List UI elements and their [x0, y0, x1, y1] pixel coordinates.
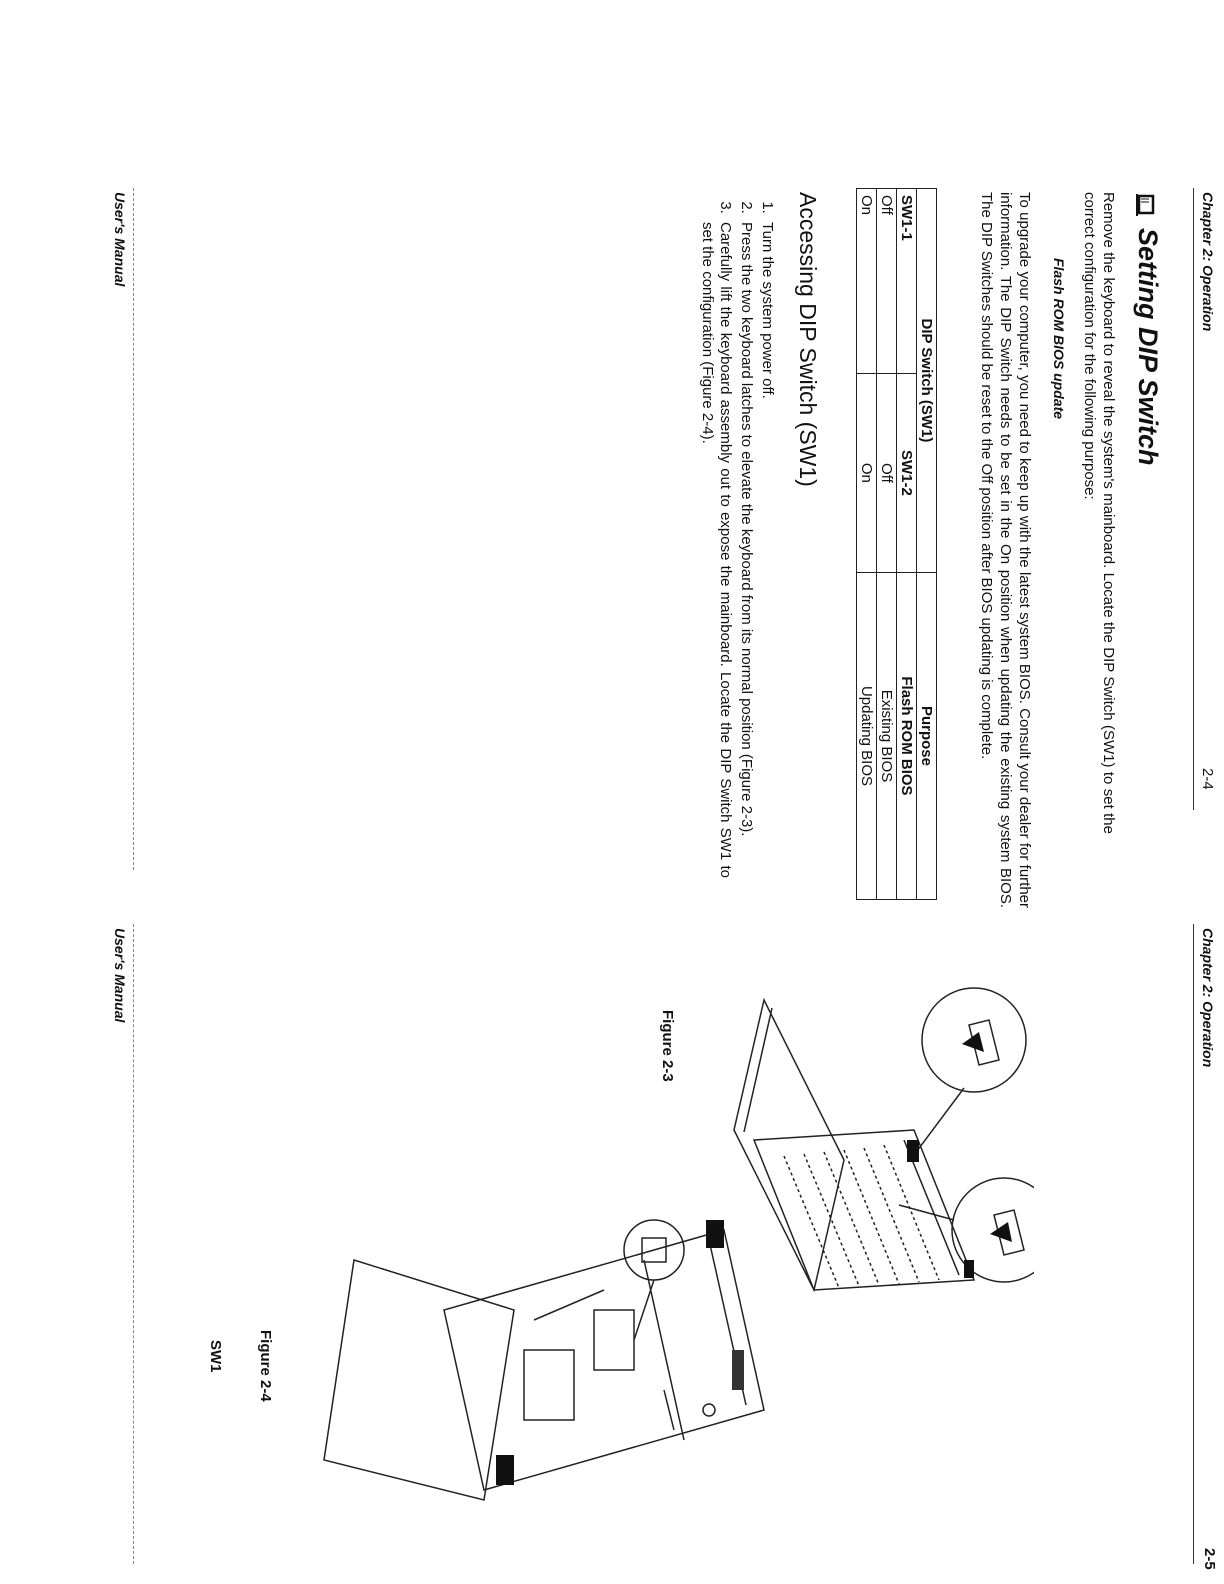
table-cell: On — [857, 373, 877, 572]
right-header-rule — [1193, 924, 1194, 1564]
table-cell: Existing BIOS — [877, 572, 897, 899]
subheading-flash-rom: Flash ROM BIOS update — [1051, 258, 1067, 420]
section-title-accessing-dip: Accessing DIP Switch (SW1) — [795, 192, 821, 487]
checkbox-icon — [1134, 193, 1156, 219]
table-row — [857, 189, 877, 900]
list-item: 1. Turn the system power off. — [758, 218, 776, 878]
table-row — [877, 189, 897, 900]
table-cell: On — [857, 189, 877, 374]
intro-paragraph: Remove the keyboard to reveal the system's mainboard. Locate the DIP Switch (SW1) to set the correct configuration for the following purpose: — [1081, 192, 1117, 834]
section-title-setting-dip-switch: Setting DIP Switch — [1133, 228, 1163, 466]
table-header-row-2 — [897, 189, 917, 900]
list-item: 2. Press the two keyboard latches to elevate the keyboard from its normal position (Figure 2-3). — [737, 218, 755, 878]
table-header-row-1 — [917, 189, 937, 900]
table-purpose-header: Purpose — [917, 572, 937, 899]
list-item: 3. Carefully lift the keyboard assembly out to expose the mainboard. Locate the DIP Switch SW1 to set the configuration (Figure 2-4). — [698, 218, 734, 878]
steps-list — [695, 192, 776, 878]
right-page-footer: User's Manual — [112, 928, 128, 1023]
table-group-header: DIP Switch (SW1) — [917, 189, 937, 573]
table-cell: Off — [877, 189, 897, 374]
right-page-header: Chapter 2: Operation — [1200, 928, 1216, 1068]
figure-2-3-caption: Figure 2-3 — [659, 1010, 676, 1082]
sw1-label: SW1 — [207, 1340, 224, 1373]
left-page-number: 2-4 — [1199, 768, 1216, 790]
table-col-header: SW1-2 — [897, 373, 917, 572]
right-page-number: 2-5 — [1201, 1548, 1218, 1570]
right-footer-rule — [133, 924, 134, 1564]
table-col-header: SW1-1 — [897, 189, 917, 374]
table-cell: Updating BIOS — [857, 572, 877, 899]
table-col-header: Flash ROM BIOS — [897, 572, 917, 899]
flash-rom-paragraph: To upgrade your computer, you need to keep up with the latest system BIOS. Consult your dealer for further information. The DIP Switch needs to be set in the On position when updating the existing system BIOS. The DIP Switches should be reset to the Off position after BIOS updating is complete. — [978, 192, 1033, 908]
left-footer-rule — [133, 188, 134, 870]
left-page-footer: User's Manual — [112, 192, 128, 287]
figure-2-4-caption: Figure 2-4 — [257, 1330, 274, 1402]
table-cell: Off — [877, 373, 897, 572]
dip-switch-table — [856, 188, 937, 900]
left-page-header: Chapter 2: Operation — [1200, 192, 1216, 332]
left-header-rule — [1193, 188, 1194, 810]
figure-2-4-illustration — [314, 1200, 784, 1530]
